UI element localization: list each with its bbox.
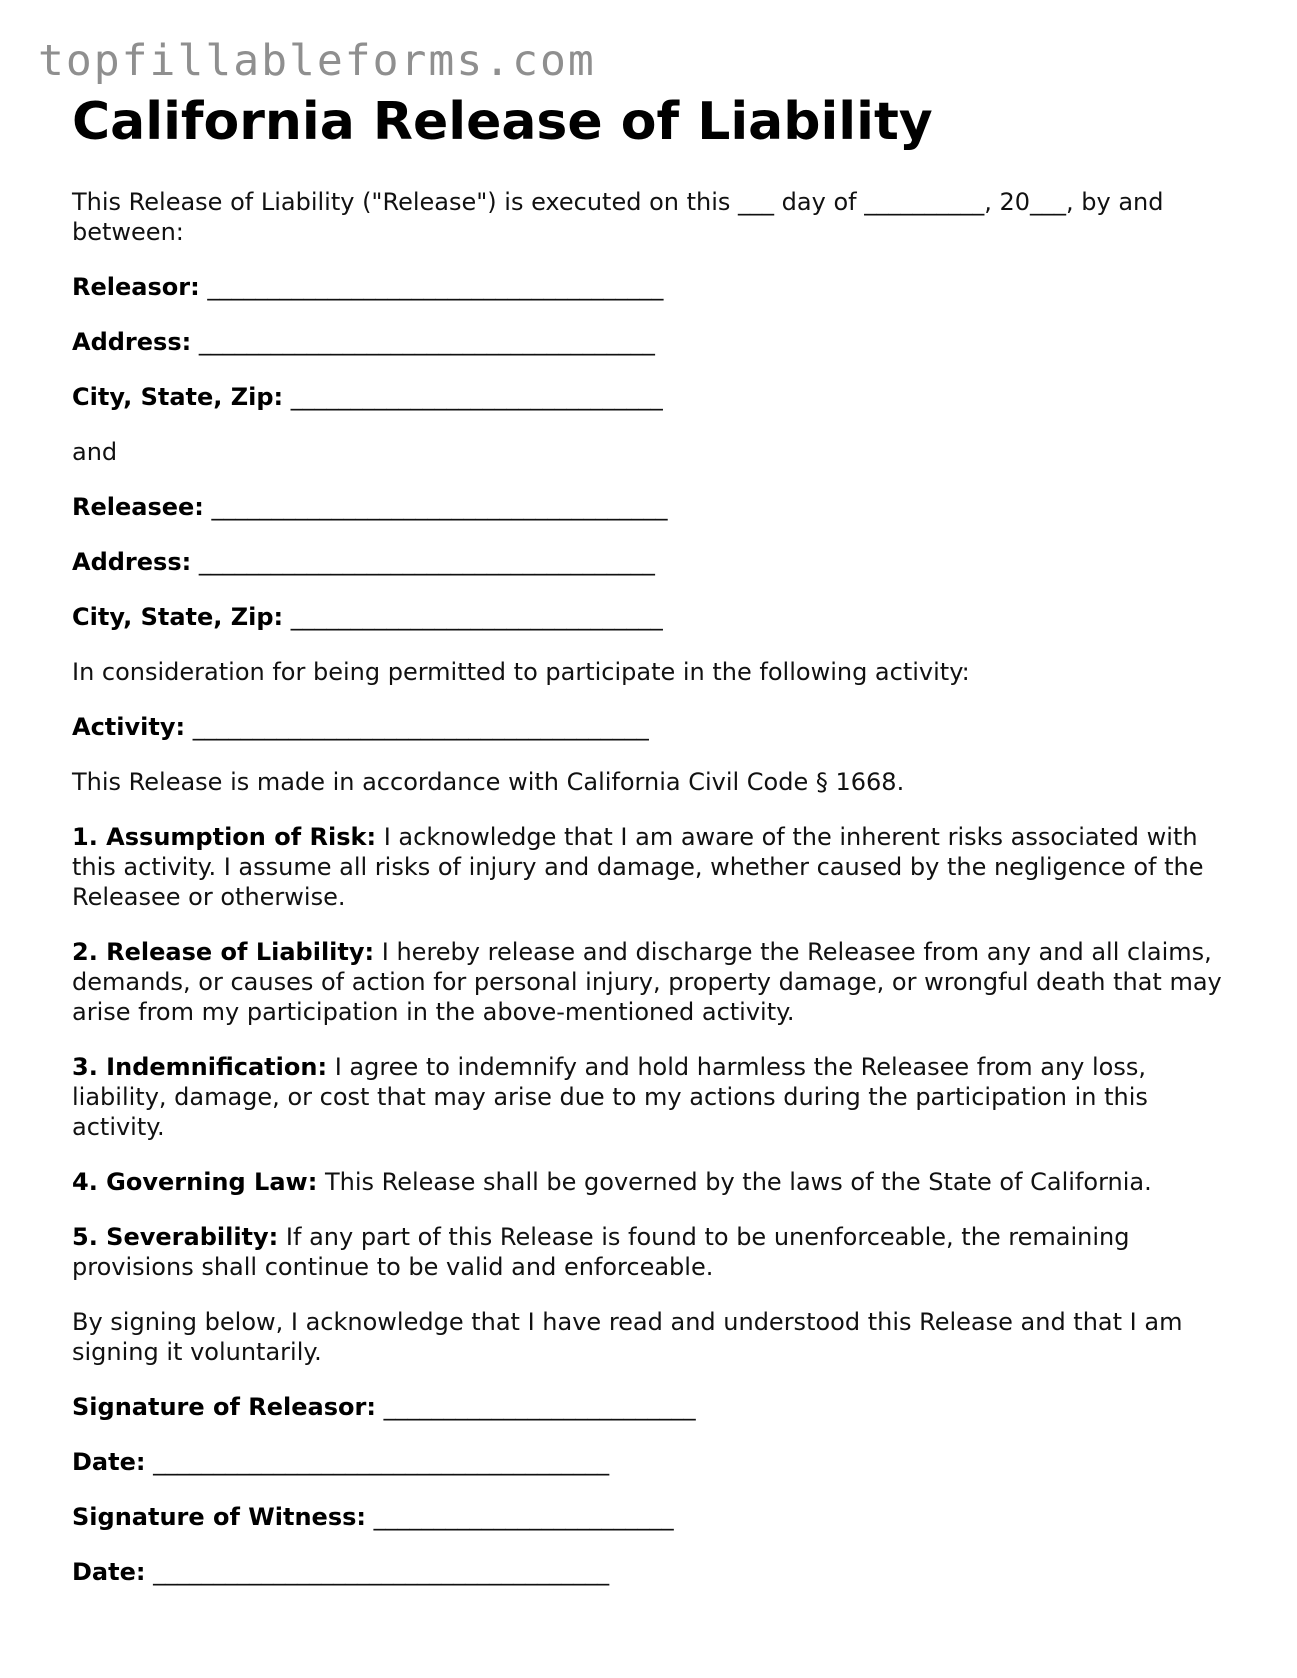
releasee-address-field[interactable] bbox=[72, 547, 1222, 577]
field-blank[interactable]: ______________________________________ bbox=[207, 273, 664, 302]
clause-assumption-of-risk bbox=[72, 822, 1222, 912]
clause-heading: 4. Governing Law: bbox=[72, 1168, 318, 1197]
releasor-address-field[interactable] bbox=[72, 327, 1222, 357]
consideration-text: In consideration for being permitted to participate in the following activity: bbox=[72, 658, 970, 687]
intro-paragraph: This Release of Liability ("Release") is executed on this ___ day of __________, 20___, by and between: bbox=[72, 188, 1164, 247]
field-label: Releasor: bbox=[72, 273, 200, 302]
activity-field[interactable] bbox=[72, 712, 1222, 742]
releasee-city-field[interactable] bbox=[72, 602, 1222, 632]
field-label: City, State, Zip: bbox=[72, 383, 284, 412]
clause-text: I hereby release and discharge the Releasee from any and all claims, demands, or causes of action for personal injury, property damage, or wrongful death that may arise from my participation in the above-mentioned activity. bbox=[72, 938, 1222, 1027]
field-blank[interactable]: ______________________________________ bbox=[198, 328, 655, 357]
field-label: Date: bbox=[72, 1558, 146, 1587]
field-label: City, State, Zip: bbox=[72, 603, 284, 632]
clause-severability bbox=[72, 1222, 1222, 1282]
releasee-name-field[interactable] bbox=[72, 492, 1222, 522]
field-label: Releasee: bbox=[72, 493, 204, 522]
field-label: Activity: bbox=[72, 713, 186, 742]
release-form bbox=[72, 94, 1222, 1612]
field-label: Signature of Releasor: bbox=[72, 1393, 376, 1422]
clause-text: This Release shall be governed by the laws of the State of California. bbox=[324, 1168, 1152, 1197]
releasor-signature-field[interactable] bbox=[72, 1392, 1222, 1422]
clause-heading: 2. Release of Liability: bbox=[72, 938, 375, 967]
field-blank[interactable]: ______________________________________ bbox=[192, 713, 649, 742]
clause-release-of-liability bbox=[72, 937, 1222, 1027]
field-blank[interactable]: ______________________________________ bbox=[211, 493, 668, 522]
releasor-date-field[interactable] bbox=[72, 1447, 1222, 1477]
releasor-name-field[interactable] bbox=[72, 272, 1222, 302]
field-label: Address: bbox=[72, 328, 192, 357]
page-title: California Release of Liability bbox=[72, 92, 933, 152]
witness-date-field[interactable] bbox=[72, 1557, 1222, 1587]
field-blank[interactable]: ______________________________________ bbox=[198, 548, 655, 577]
site-watermark: topfillableforms.com bbox=[38, 36, 596, 86]
field-blank[interactable]: _______________________________ bbox=[290, 603, 663, 632]
field-blank[interactable]: ______________________________________ bbox=[153, 1448, 610, 1477]
field-label: Date: bbox=[72, 1448, 146, 1477]
and-text: and bbox=[72, 438, 118, 467]
clause-heading: 5. Severability: bbox=[72, 1223, 279, 1252]
witness-signature-field[interactable] bbox=[72, 1502, 1222, 1532]
field-blank[interactable]: ______________________________________ bbox=[153, 1558, 610, 1587]
releasor-city-field[interactable] bbox=[72, 382, 1222, 412]
field-blank[interactable]: _________________________ bbox=[373, 1503, 674, 1532]
clause-indemnification bbox=[72, 1052, 1222, 1142]
clause-heading: 3. Indemnification: bbox=[72, 1053, 328, 1082]
civil-code-text: This Release is made in accordance with California Civil Code § 1668. bbox=[72, 768, 905, 797]
clause-governing-law bbox=[72, 1167, 1222, 1197]
field-label: Signature of Witness: bbox=[72, 1503, 366, 1532]
field-blank[interactable]: __________________________ bbox=[383, 1393, 696, 1422]
clause-text: I agree to indemnify and hold harmless the Releasee from any loss, liability, damage, or cost that may arise due to my actions during the participation in this activity. bbox=[72, 1053, 1148, 1142]
clause-text: I acknowledge that I am aware of the inherent risks associated with this activity. I assume all risks of injury and damage, whether caused by the negligence of the Releasee or otherwise. bbox=[72, 823, 1204, 912]
field-blank[interactable]: _______________________________ bbox=[290, 383, 663, 412]
acknowledgment-text: By signing below, I acknowledge that I have read and understood this Release and that I am signing it voluntarily. bbox=[72, 1308, 1183, 1367]
clause-heading: 1. Assumption of Risk: bbox=[72, 823, 377, 852]
field-label: Address: bbox=[72, 548, 192, 577]
clause-text: If any part of this Release is found to be unenforceable, the remaining provisions shall continue to be valid and enforceable. bbox=[72, 1223, 1130, 1282]
